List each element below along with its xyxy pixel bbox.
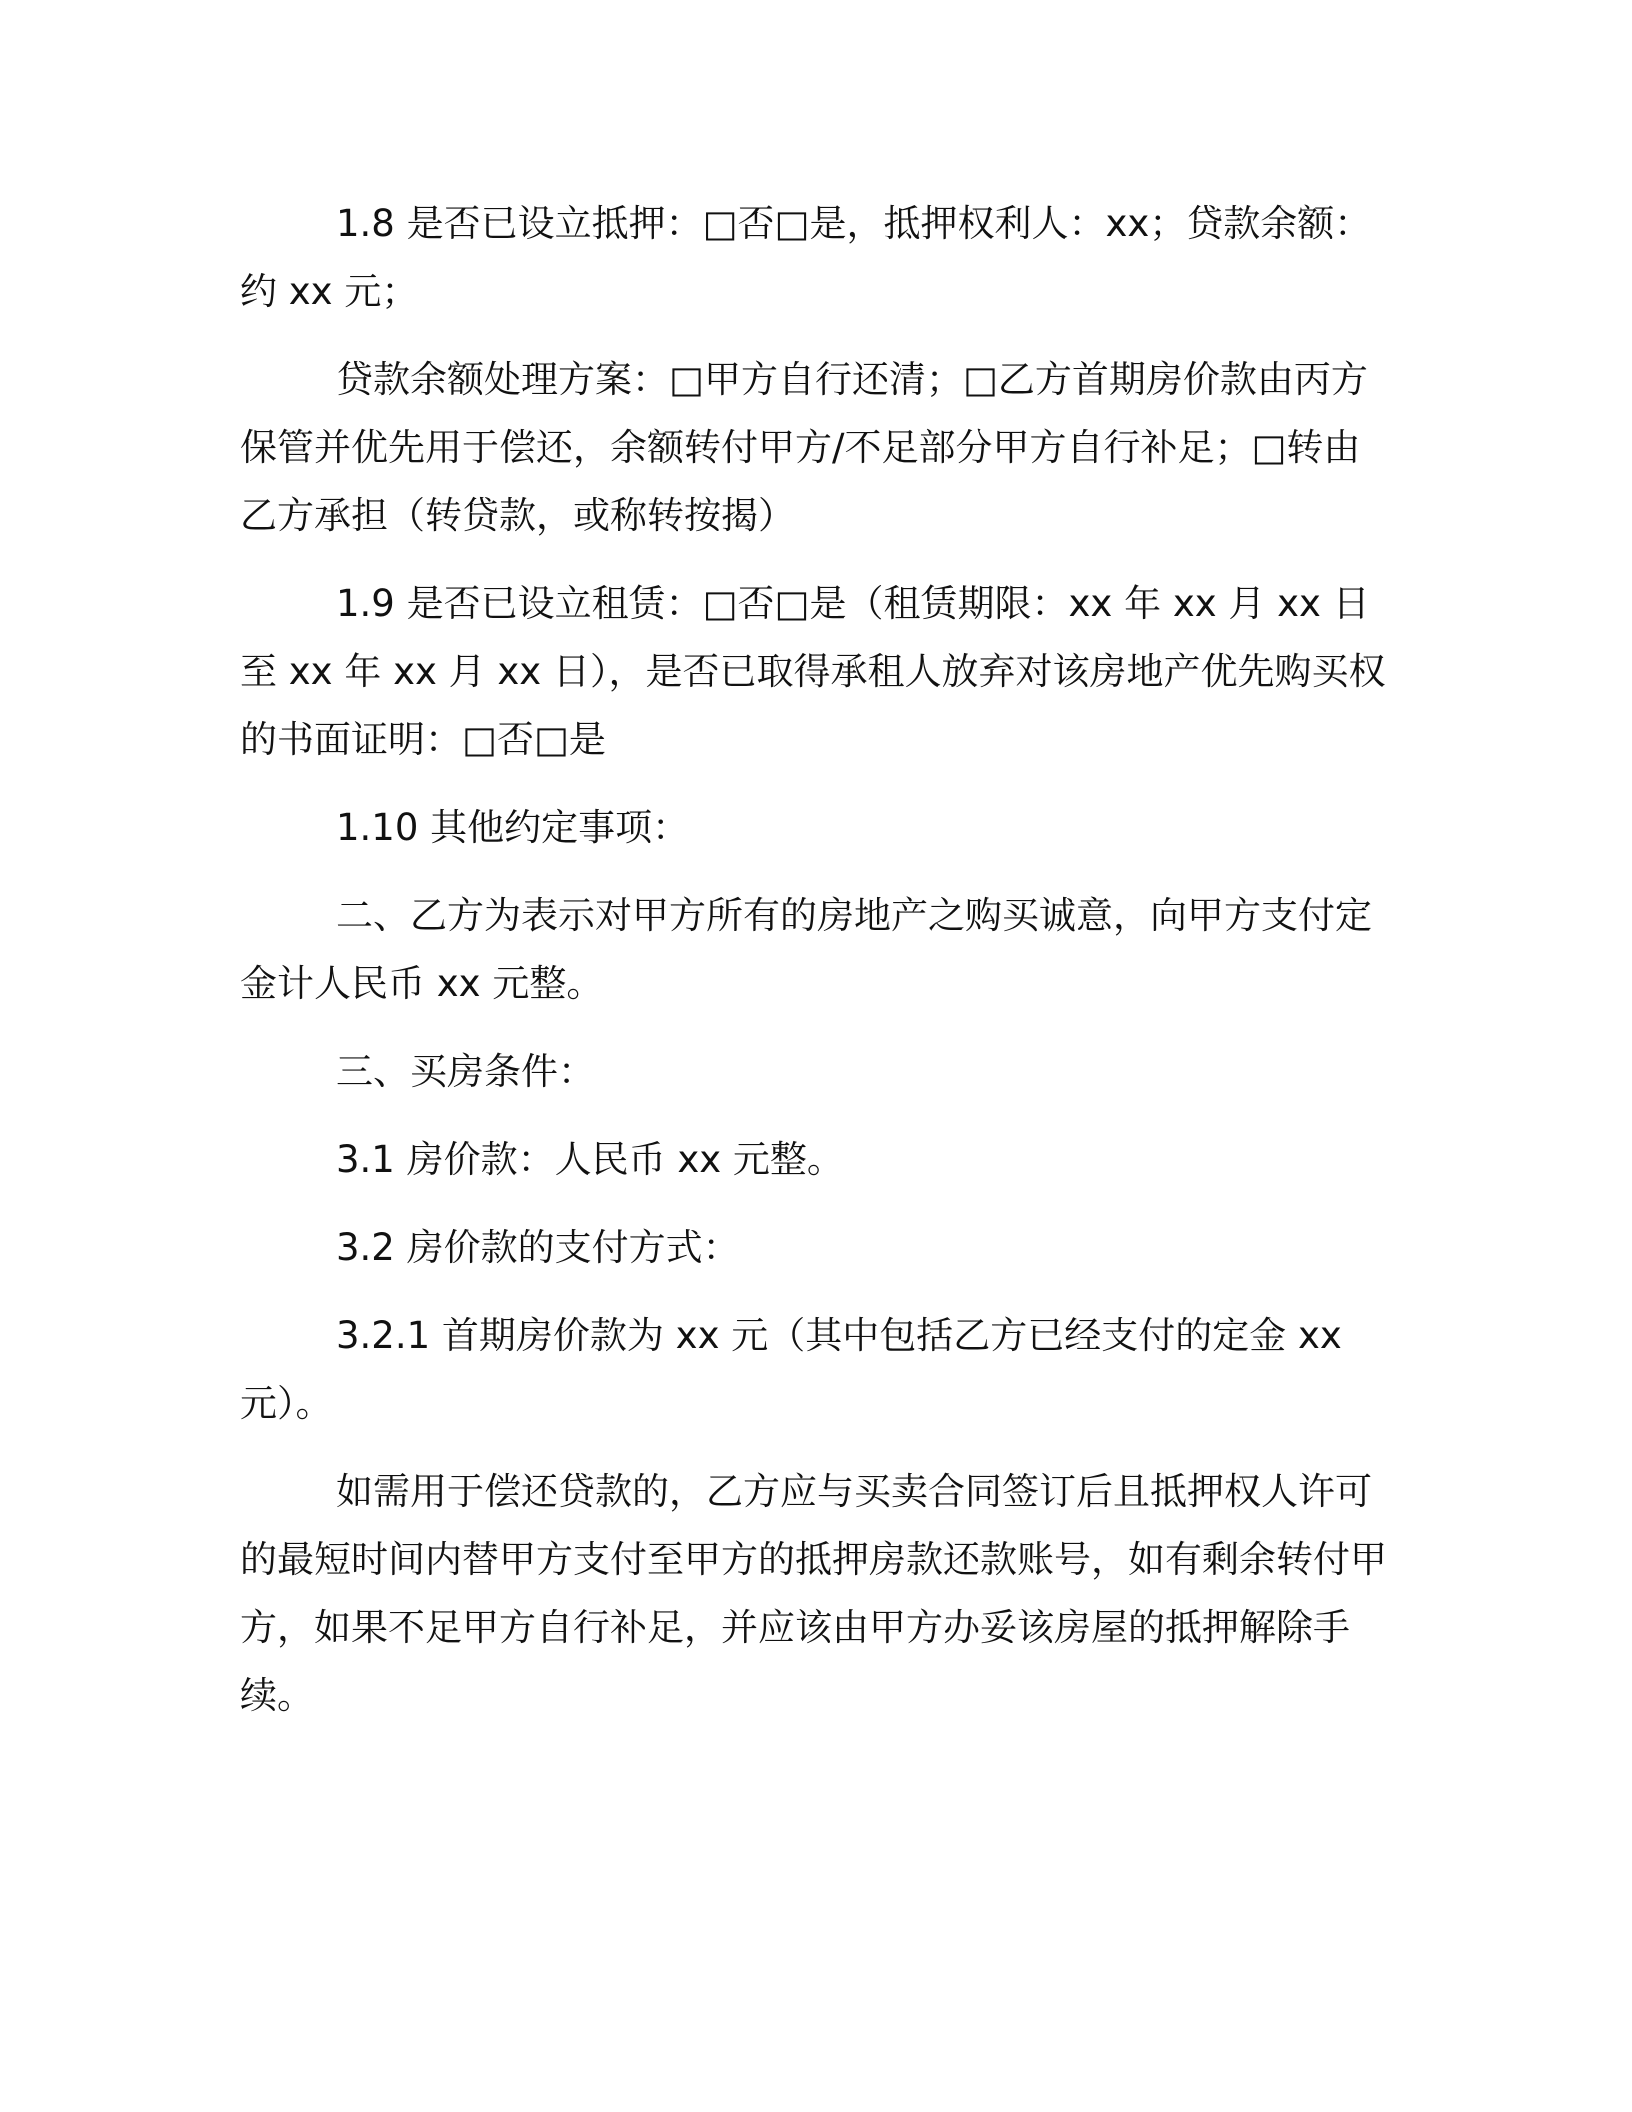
section-2-deposit: 二、乙方为表示对甲方所有的房地产之购买诚意，向甲方支付定金计人民币 xx 元整。 [240,894,1372,1005]
loan-repayment-paragraph: 如需用于偿还贷款的，乙方应与买卖合同签订后且抵押权人许可的最短时间内替甲方支付至甲方的抵押房款还款账号，如有剩余转付甲方，如果不足甲方自行补足，并应该由甲方办妥该房屋的抵押解除手续。 [240,1470,1387,1717]
clause-3-2-1-down-payment: 3.2.1 首期房价款为 xx 元（其中包括乙方已经支付的定金 xx 元）。 [240,1314,1342,1425]
clause-1-8-mortgage: 1.8 是否已设立抵押：□否□是，抵押权利人：xx；贷款余额：约 xx 元； [240,202,1372,313]
document-body [240,190,1390,1750]
clause-3-1-price: 3.1 房价款：人民币 xx 元整。 [336,1138,844,1181]
section-3-heading: 三、买房条件： [336,1050,595,1093]
clause-1-10-other: 1.10 其他约定事项： [336,806,690,849]
clause-3-2-payment: 3.2 房价款的支付方式： [336,1226,740,1269]
clause-1-9-lease: 1.9 是否已设立租赁：□否□是（租赁期限：xx 年 xx 月 xx 日至 xx 年 xx 月 xx 日），是否已取得承租人放弃对该房地产优先购买权的书面证明：□否□是 [240,582,1386,761]
loan-balance-plan: 贷款余额处理方案：□甲方自行还清；□乙方首期房价款由丙方保管并优先用于偿还，余额转付甲方/不足部分甲方自行补足；□转由乙方承担（转贷款，或称转按揭） [240,358,1368,537]
